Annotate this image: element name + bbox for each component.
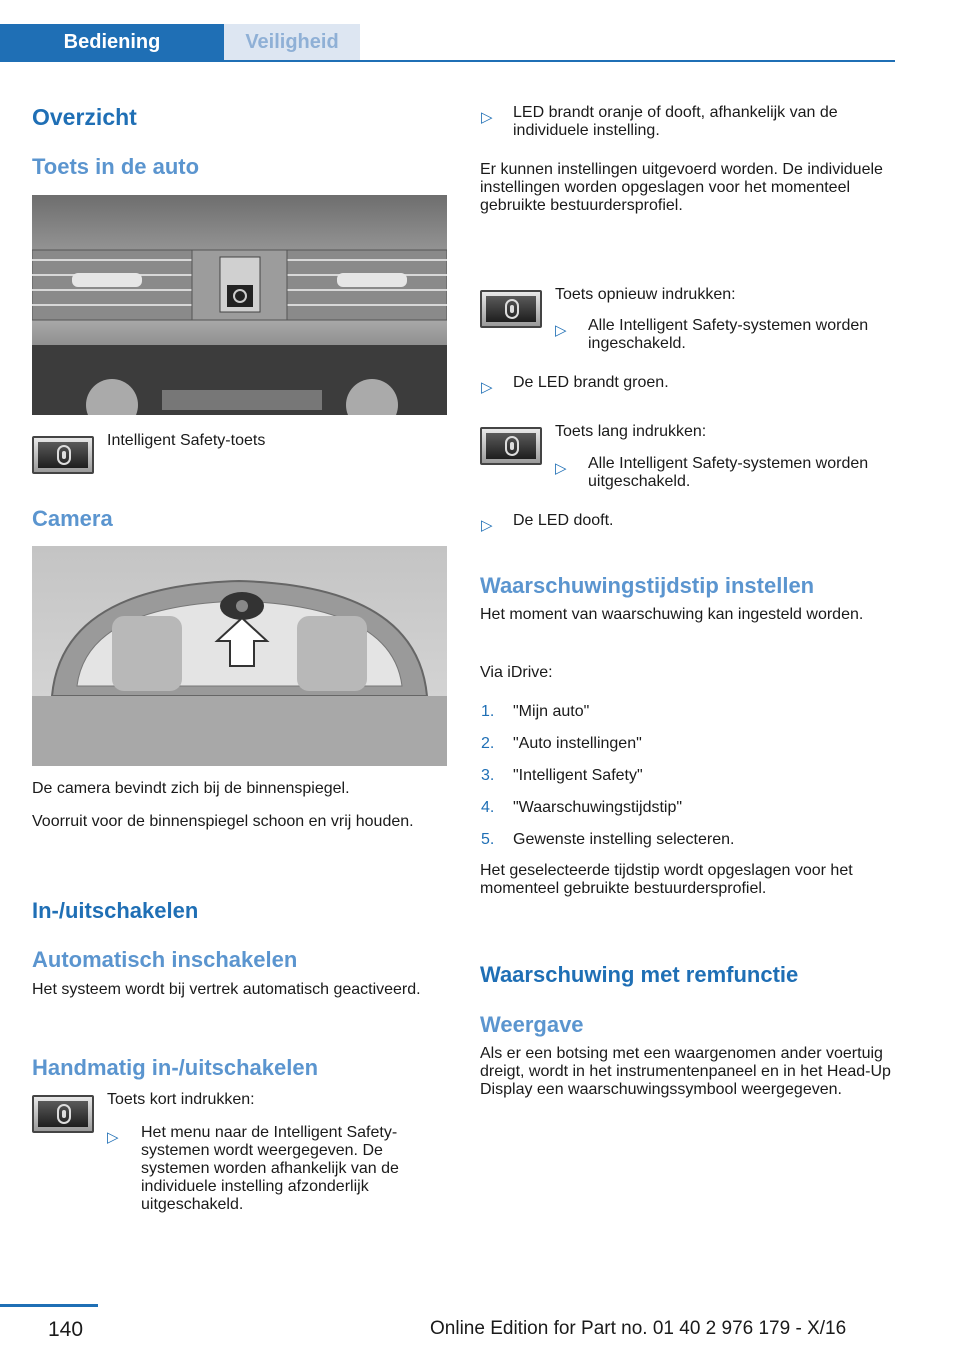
led-bullet: LED brandt oranje of dooft, afhankelijk van de individuele instelling. (513, 104, 838, 139)
intelligent-safety-button-icon (32, 436, 94, 474)
heading-remfunctie: Waarschuwing met remfunctie (480, 962, 799, 987)
tab-veiligheid[interactable]: Veiligheid (224, 24, 360, 61)
step-number: 5. (481, 831, 495, 848)
heading-camera: Camera (32, 506, 113, 531)
triangle-bullet-icon: ▷ (555, 460, 567, 477)
step-text: "Auto instellingen" (513, 735, 642, 752)
heading-handmatig: Handmatig in-/uitschakelen (32, 1055, 319, 1080)
footer-edition: Online Edition for Part no. 01 40 2 976 179 - X/16 (430, 1318, 847, 1339)
heading-weergave: Weergave (480, 1012, 584, 1037)
icon-caption: Intelligent Safety-toets (107, 432, 266, 449)
tab-bediening[interactable]: Bediening (0, 24, 224, 61)
step-number: 2. (481, 735, 495, 752)
kort-indrukken: Toets kort indrukken: (107, 1091, 255, 1108)
heading-automatisch: Automatisch inschakelen (32, 947, 298, 972)
lang-bullet: Alle Intelligent Safety-systemen worden uitgeschakeld. (588, 455, 869, 490)
triangle-bullet-icon: ▷ (481, 109, 493, 126)
intelligent-safety-button-icon-2 (32, 1095, 94, 1133)
triangle-bullet-icon: ▷ (107, 1129, 119, 1146)
weergave-text: Als er een botsing met een waargenomen ander voertuig dreigt, wordt in het instrumentenpaneel en in het Head-Up Display een waarschuwingssymbool weergegeven. (480, 1045, 891, 1098)
camera-photo (32, 546, 447, 766)
triangle-bullet-icon: ▷ (481, 379, 493, 396)
camera-text-1: De camera bevindt zich bij de binnenspiegel. (32, 780, 350, 797)
led-dooft: De LED dooft. (513, 512, 614, 529)
opnieuw-bullet: Alle Intelligent Safety-systemen worden ingeschakeld. (588, 317, 869, 352)
step-number: 3. (481, 767, 495, 784)
step-number: 1. (481, 703, 495, 720)
lang-indrukken: Toets lang indrukken: (555, 423, 707, 440)
geselecteerd-text: Het geselecteerde tijdstip wordt opgeslagen voor het momenteel gebruikte bestuurdersprofiel. (480, 862, 853, 897)
waarschuwing-text: Het moment van waarschuwing kan ingesteld worden. (480, 606, 864, 623)
step-text: "Mijn auto" (513, 703, 590, 720)
step-text: "Waarschuwingstijdstip" (513, 799, 683, 816)
step-text: "Intelligent Safety" (513, 767, 643, 784)
kort-bullet: Het menu naar de Intelligent Safety-systemen wordt weergegeven. De systemen worden afhankelijk van de individuele instelling afzonderlijk uitgeschakeld. (141, 1124, 399, 1213)
heading-toets-in-de-auto: Toets in de auto (32, 154, 200, 179)
camera-text-2: Voorruit voor de binnenspiegel schoon en vrij houden. (32, 813, 414, 830)
page-number: 140 (48, 1318, 84, 1341)
triangle-bullet-icon: ▷ (481, 517, 493, 534)
heading-in-uitschakelen: In-/uitschakelen (32, 898, 199, 923)
intelligent-safety-button-icon-4 (480, 427, 542, 465)
instellingen-text: Er kunnen instellingen uitgevoerd worden. De individuele instellingen worden opgeslagen voor het momenteel gebruikte bestuurdersprofiel. (480, 161, 883, 214)
opnieuw-indrukken: Toets opnieuw indrukken: (555, 286, 736, 303)
heading-waarschuwingstijdstip: Waarschuwingstijdstip instellen (480, 573, 815, 598)
header-rule (0, 60, 895, 62)
automatisch-text: Het systeem wordt bij vertrek automatisch geactiveerd. (32, 981, 421, 998)
step-number: 4. (481, 799, 495, 816)
triangle-bullet-icon: ▷ (555, 322, 567, 339)
footer-rule (0, 1304, 98, 1307)
dashboard-button-photo (32, 195, 447, 415)
heading-overzicht: Overzicht (32, 104, 137, 130)
via-idrive: Via iDrive: (480, 664, 553, 681)
intelligent-safety-button-icon-3 (480, 290, 542, 328)
step-text: Gewenste instelling selecteren. (513, 831, 735, 848)
led-groen: De LED brandt groen. (513, 374, 669, 391)
page-header (0, 0, 960, 62)
